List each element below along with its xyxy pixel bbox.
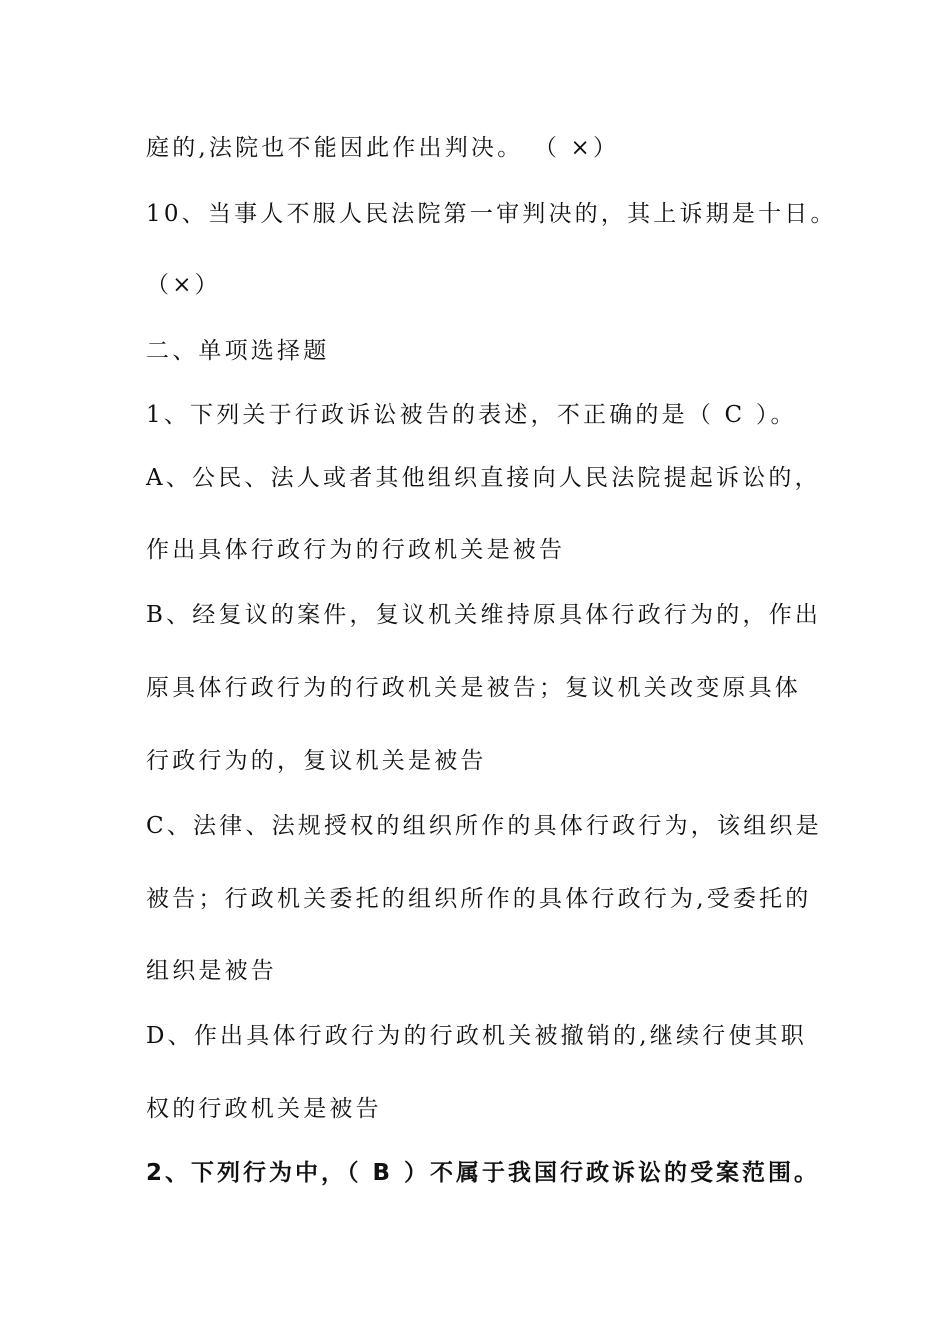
section-heading: 二、单项选择题 bbox=[146, 338, 330, 364]
option-b-line-1: B、经复议的案件，复议机关维持原具体行政行为的，作出 bbox=[146, 602, 822, 628]
option-a-line-1: A、公民、法人或者其他组织直接向人民法院提起诉讼的， bbox=[146, 465, 821, 491]
option-c-line-3: 组织是被告 bbox=[146, 958, 277, 984]
option-c-line-2: 被告；行政机关委托的组织所作的具体行政行为,受委托的 bbox=[146, 886, 812, 912]
option-b-line-3: 行政行为的，复议机关是被告 bbox=[146, 748, 487, 774]
text-line-3: （×） bbox=[146, 272, 221, 298]
option-b-line-2: 原具体行政行为的行政机关是被告；复议机关改变原具体 bbox=[146, 675, 801, 701]
option-d-line-2: 权的行政机关是被告 bbox=[146, 1096, 382, 1122]
option-c-line-1: C、法律、法规授权的组织所作的具体行政行为，该组织是 bbox=[146, 813, 822, 839]
question-1: 1、下列关于行政诉讼被告的表述，不正确的是（ C ）。 bbox=[146, 402, 797, 428]
text-line-1: 庭的,法院也不能因此作出判决。 （ ×） bbox=[146, 135, 620, 161]
question-2: 2、下列行为中，（ B ）不属于我国行政诉讼的受案范围。 bbox=[146, 1160, 821, 1186]
option-d-line-1: D、作出具体行政行为的行政机关被撤销的,继续行使其职 bbox=[146, 1023, 807, 1049]
text-line-2: 10、当事人不服人民法院第一审判决的，其上诉期是十日。 bbox=[146, 201, 837, 227]
option-a-line-2: 作出具体行政行为的行政机关是被告 bbox=[146, 537, 566, 563]
